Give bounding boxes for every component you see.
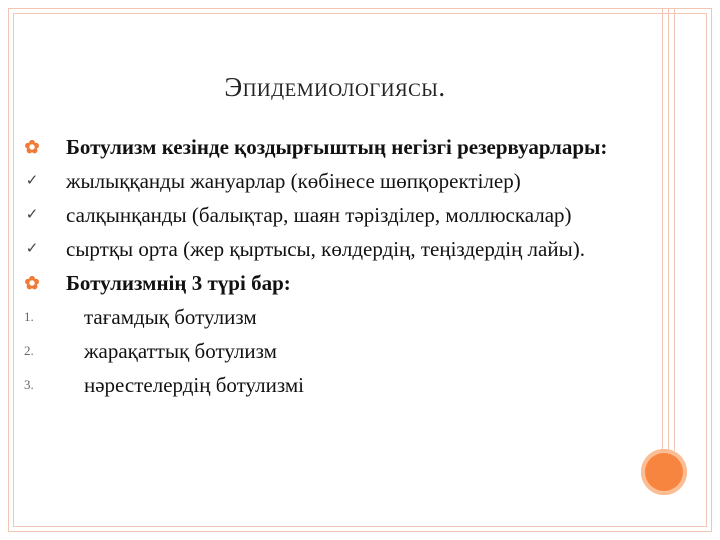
- list-item-text: жылыққанды жануарлар (көбінесе шөпқоректілер): [66, 169, 521, 193]
- list-number: 2.: [24, 343, 34, 358]
- check-bullet-icon: ✓: [25, 173, 39, 189]
- list-item: [22, 233, 632, 265]
- list-item-text: сыртқы орта (жер қыртысы, көлдердің, теңіздердің лайы).: [66, 237, 585, 261]
- list-item: [22, 267, 632, 299]
- slide-content: [22, 131, 632, 403]
- decorative-circle: [641, 449, 687, 495]
- list-item: [22, 369, 632, 401]
- list-item: [22, 301, 632, 333]
- side-decor-line: [674, 8, 675, 451]
- list-item-text: салқынқанды (балықтар, шаян тәрізділер, моллюскалар): [66, 203, 572, 227]
- list-item: [22, 165, 632, 197]
- list-item-text: Ботулизм кезінде қоздырғыштың негізгі резервуарлары:: [66, 135, 608, 159]
- check-bullet-icon: ✓: [25, 207, 39, 223]
- list-item: [22, 199, 632, 231]
- check-bullet-icon: ✓: [25, 241, 39, 257]
- list-item-text: Ботулизмнің 3 түрі бар:: [66, 271, 291, 295]
- list-item-text: жарақаттық ботулизм: [84, 339, 277, 363]
- flower-bullet-icon: ✿: [24, 273, 40, 293]
- list-item-text: тағамдық ботулизм: [84, 305, 257, 329]
- list-item: [22, 335, 632, 367]
- flower-bullet-icon: ✿: [24, 137, 40, 157]
- list-number: 1.: [24, 309, 34, 324]
- list-item: [22, 131, 632, 163]
- list-item-text: нәрестелердің ботулизмі: [84, 373, 304, 397]
- slide-title: Эпидемиологиясы.: [224, 72, 446, 102]
- list-number: 3.: [24, 377, 34, 392]
